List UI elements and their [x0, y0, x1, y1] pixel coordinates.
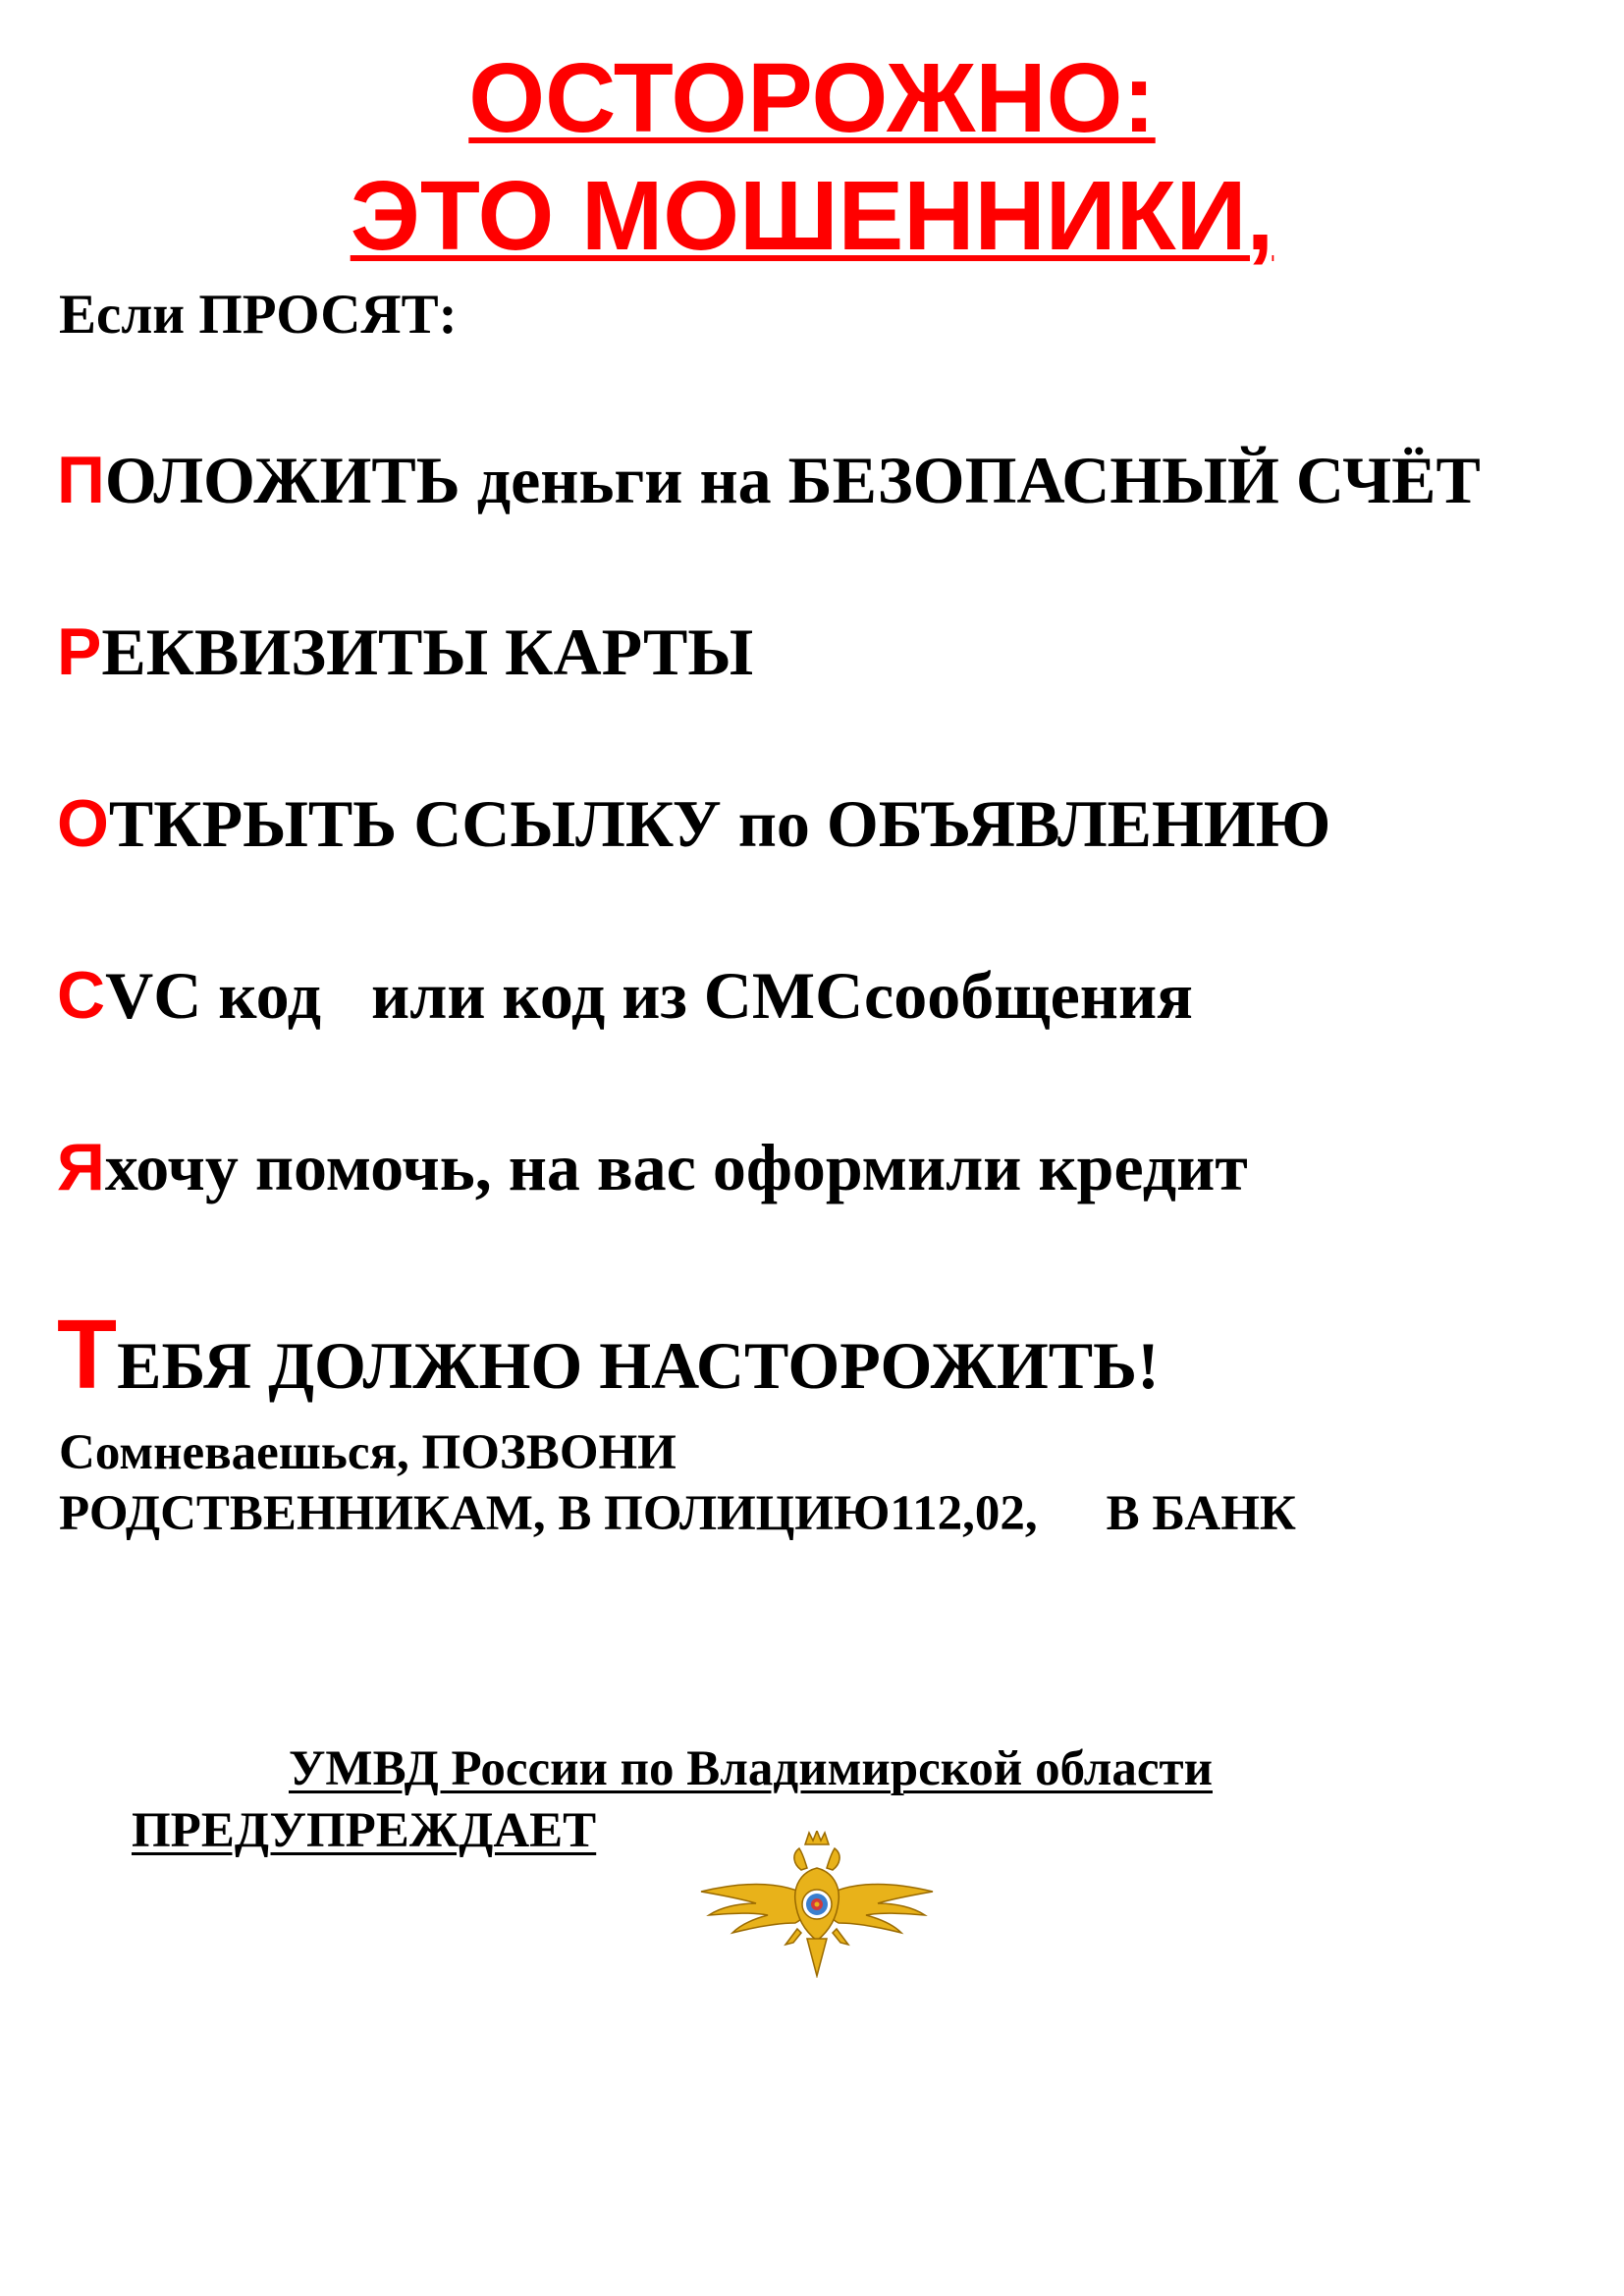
mvd-emblem-icon [699, 1831, 935, 1978]
acrostic-letter: Я [57, 1130, 105, 1204]
title-line-2-text: ЭТО МОШЕННИКИ, [350, 161, 1274, 271]
acrostic-item-p [57, 443, 1481, 517]
intro-text: Если ПРОСЯТ: [59, 284, 458, 346]
acrostic-item-t [57, 1300, 1160, 1410]
acrostic-letter: С [57, 958, 106, 1033]
footer-organization: УМВД России по Владимирской области [289, 1741, 1213, 1796]
acrostic-letter: Т [57, 1300, 118, 1410]
advice-line-2 [59, 1486, 1296, 1541]
advice-line-2-part-2: В БАНК [1106, 1486, 1296, 1541]
acrostic-text: VC код или код из СМСсообщения [105, 958, 1193, 1033]
acrostic-item-s [57, 958, 1193, 1033]
acrostic-text: ЕБЯ ДОЛЖНО НАСТОРОЖИТЬ! [117, 1328, 1160, 1403]
acrostic-letter: О [57, 786, 109, 861]
acrostic-item-ya [57, 1130, 1248, 1204]
advice-line-1: Сомневаешься, ПОЗВОНИ [59, 1425, 677, 1480]
acrostic-item-o [57, 786, 1331, 861]
acrostic-text: ОЛОЖИТЬ деньги на БЕЗОПАСНЫЙ СЧЁТ [104, 443, 1481, 517]
acrostic-text: хочу помочь, на вас оформили кредит [104, 1130, 1248, 1204]
advice-line-2-part-1: РОДСТВЕННИКАМ, В ПОЛИЦИЮ112,02, [59, 1486, 1038, 1541]
acrostic-letter: Р [57, 614, 102, 689]
footer-warns: ПРЕДУПРЕЖДАЕТ [132, 1803, 597, 1858]
acrostic-text: ТКРЫТЬ ССЫЛКУ по ОБЪЯВЛЕНИЮ [108, 786, 1331, 861]
acrostic-item-r [57, 614, 754, 689]
acrostic-text: ЕКВИЗИТЫ КАРТЫ [101, 614, 754, 689]
title-line-1 [0, 43, 1624, 153]
acrostic-letter: П [57, 443, 105, 517]
title-line-1-text: ОСТОРОЖНО: [468, 43, 1156, 153]
title-line-2 [0, 161, 1624, 271]
